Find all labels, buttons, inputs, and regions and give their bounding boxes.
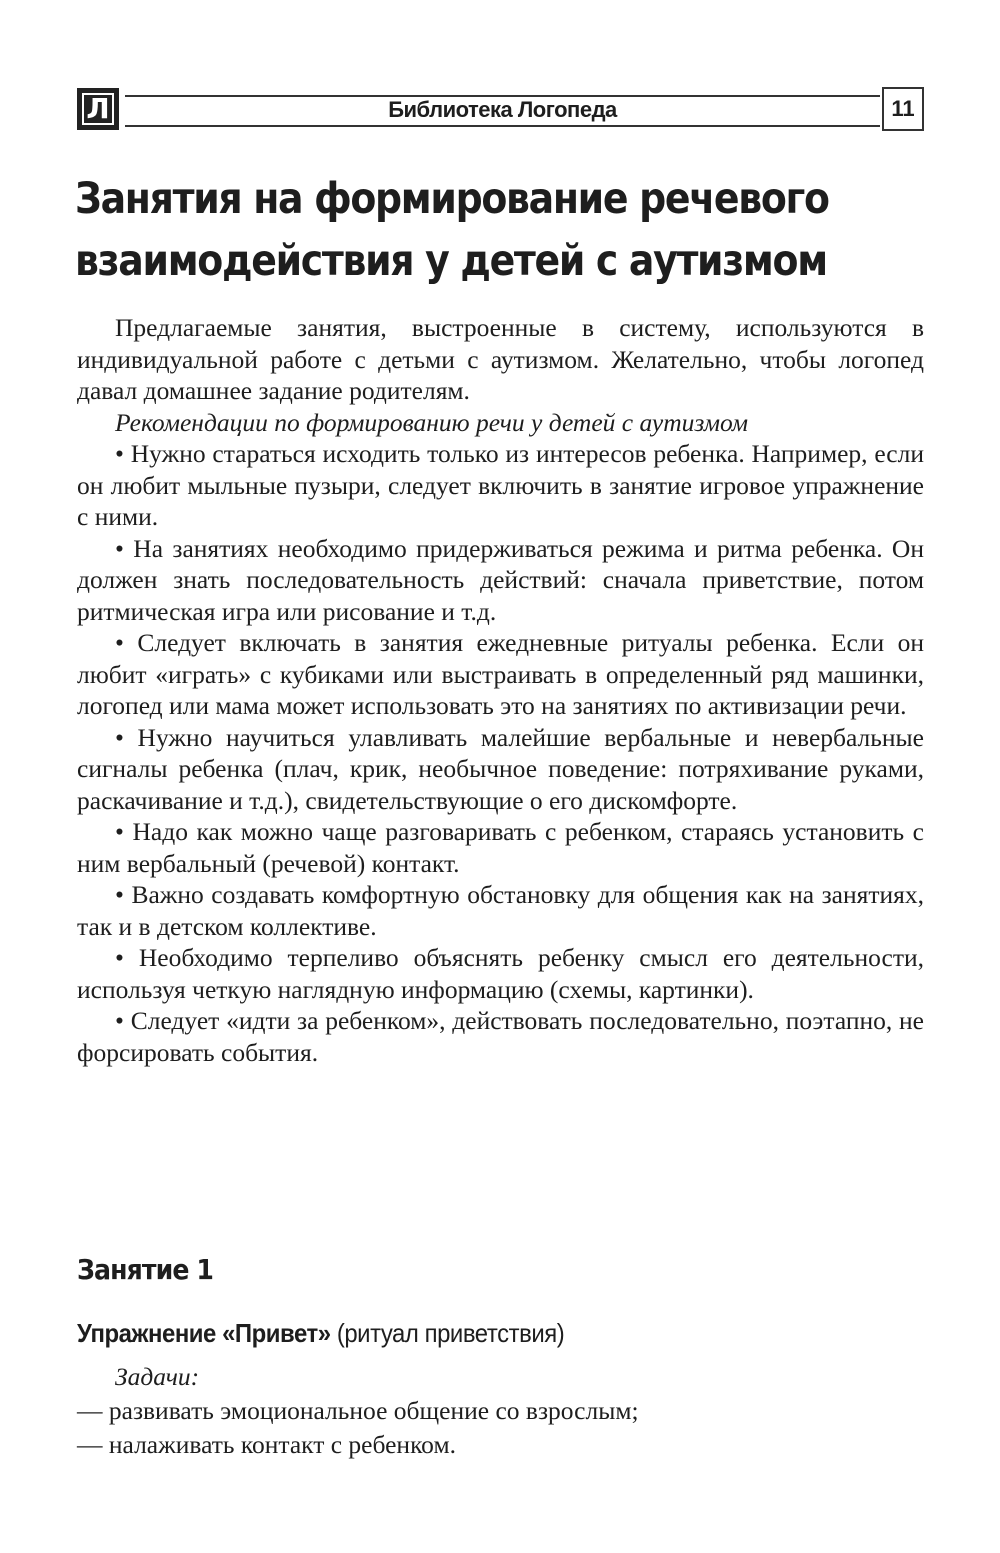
bullet-item: • Необходимо терпеливо объяснять ребенку смысл его деятельности, используя четкую наглядную информацию (схемы, картинки). (77, 943, 924, 1004)
intro-paragraph: Предлагаемые занятия, выстроенные в систему, используются в индивидуальной работе с детьми с аутизмом. Желательно, чтобы логопед давал домашнее задание родителям. (77, 313, 924, 405)
bullet-item: • Нужно научиться улавливать малейшие вербальные и невербальные сигналы ребенка (плач, крик, необычное поведение: потряхивание руками, раскачивание и т.д.), свидетельствующие о его дискомфорте. (77, 722, 924, 815)
header-title: Библиотека Логопеда (388, 97, 617, 122)
tasks-label: Задачи: (115, 1362, 200, 1391)
running-header (77, 87, 924, 133)
body-text (77, 312, 924, 1068)
page-title-line-1: Занятия на формирование речевого (75, 174, 829, 224)
bullet-item: • Следует «идти за ребенком», действовать последовательно, поэтапно, не форсировать события. (77, 1006, 924, 1067)
header-rule-bottom (125, 125, 880, 127)
logo-icon: Л (77, 88, 119, 130)
bullet-item: • Надо как можно чаще разговаривать с ребенком, стараясь установить с ним вербальный (речевой) контакт. (77, 817, 924, 878)
exercise-heading (77, 1318, 564, 1349)
tasks-block (77, 1360, 924, 1462)
task-item: — развивать эмоциональное общение со взрослым; (77, 1396, 639, 1425)
bullet-item: • Важно создавать комфортную обстановку для общения как на занятиях, так и в детском коллективе. (77, 880, 924, 941)
lesson-title: Занятие 1 (77, 1253, 214, 1286)
bullet-item: • Нужно стараться исходить только из интересов ребенка. Например, если он любит мыльные пузыри, следует включить в занятие игровое упражнение с ними. (77, 439, 924, 531)
page-number: 11 (882, 87, 924, 131)
bullet-item: • Следует включать в занятия ежедневные ритуалы ребенка. Если он любит «играть» с кубиками или выстраивать в определенный ряд машинки, логопед или мама может использовать это на занятиях по активизации речи. (77, 628, 924, 720)
bullet-item: • На занятиях необходимо придерживаться режима и ритма ребенка. Он должен знать последовательность действий: сначала приветствие, потом ритмическая игра или рисование и т.д. (77, 533, 924, 626)
page-title-line-2: взаимодействия у детей с аутизмом (75, 236, 827, 286)
task-item: — налаживать контакт с ребенком. (77, 1430, 456, 1459)
recommendations-heading: Рекомендации по формированию речи у детей с аутизмом (115, 407, 749, 437)
exercise-name: Упражнение «Привет» (77, 1318, 331, 1348)
page-title (75, 168, 937, 292)
exercise-note: (ритуал приветствия) (336, 1318, 565, 1348)
